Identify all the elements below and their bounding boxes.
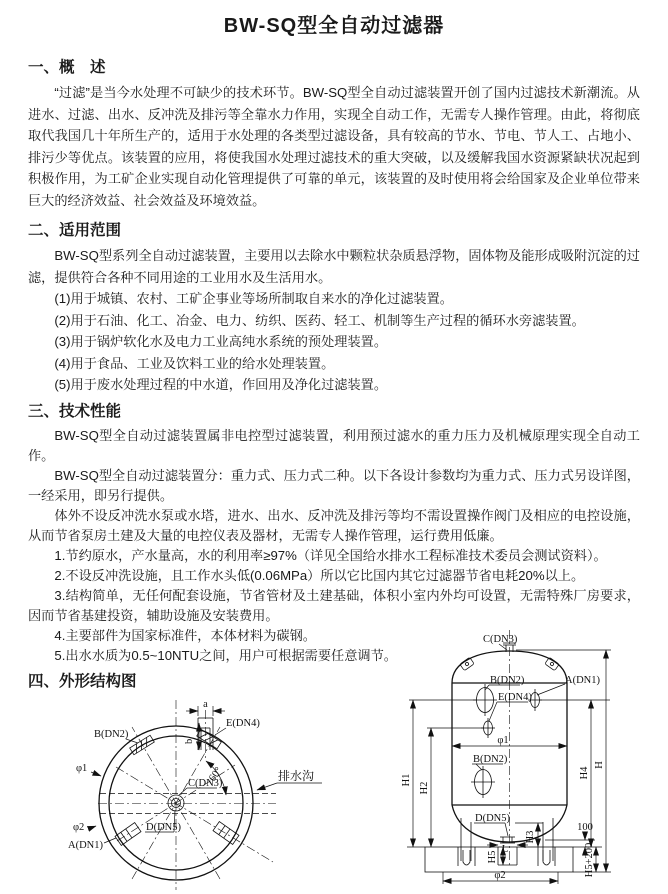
performance-item-2: 2.不设反冲洗设施，且工作水头低(0.06MPa）所以它比国内其它过滤器节省电耗20%以上。: [54, 567, 585, 583]
elev-label-e-dn4: E(DN4): [498, 692, 532, 703]
plan-label-60: 60°: [207, 765, 225, 784]
plan-view-diagram: [58, 692, 340, 894]
elevation-labels: [472, 634, 600, 836]
plan-label-d-dn5: D(DN5): [146, 822, 181, 833]
plan-flange-lower-right: [213, 822, 239, 845]
plan-label-e-dn4: E(DN4): [226, 718, 260, 729]
plan-label-phi2: φ2: [73, 822, 85, 833]
scope-item-1: (1)用于城镇、农村、工矿企事业等场所制取自来水的净化过滤装置。: [54, 291, 453, 306]
elev-label-h4: H4: [579, 766, 590, 780]
overview-paragraph: “过滤”是当今水处理不可缺少的技术环节。BW-SQ型全自动过滤装置开创了国内过滤技术新潮流。从进水、过滤、出水、反冲洗及排污等全靠水力作用，实现全自动工作，无需专人操作管理。由此，将彻底取代我国几十年所生产的，适用于水处理的各类型过滤设备，具有较高的节水、节电、节人工、占地小、排污少等优点。该装置的应用，将使我国水处理过滤技术的重大突破，以及缓解我国水资源紧缺状况起到积极作用，为工矿企业实现自动化管理提供了可靠的单元，该装置的及时使用将会给国家及企业单位带来巨大的经济效益、社会效益及环境效益。: [28, 85, 640, 208]
section-heading-structure: 四、外形结构图: [28, 672, 137, 690]
plan-label-c-dn3: C(DN3): [188, 778, 223, 789]
flange-b-lower: [471, 766, 495, 798]
elev-label-h1: H1: [401, 773, 412, 787]
elev-label-c-dn3: C(DN3): [483, 634, 518, 645]
scope-item-5: (5)用于废水处理过程的中水道，作回用及净化过滤装置。: [54, 377, 388, 392]
elev-label-phi2: φ2: [494, 870, 506, 881]
scope-item-3: (3)用于锅炉软化水及电力工业高纯水系统的预处理装置。: [54, 334, 388, 349]
elevation-diagram: [395, 618, 668, 894]
performance-item-5: 5.出水水质为0.5~10NTU之间，用户可根据需要任意调节。: [54, 647, 397, 663]
page-title: BW-SQ型全自动过滤器: [223, 15, 445, 37]
performance-item-1: 1.节约原水，产水量高，水的利用率≥97%（详见全国给水排水工程标准技术委员会测试资料）。: [54, 547, 607, 563]
elev-label-h: H: [594, 761, 605, 769]
elev-label-h5-200: H5+200: [584, 842, 595, 878]
performance-paragraph-1: BW-SQ型全自动过滤装置属非电控型过滤装置，利用预过滤水的重力压力及机械原理实现全自动工作。: [28, 427, 640, 463]
section-heading-performance: 三、技术性能: [28, 402, 122, 420]
plan-label-phi1: φ1: [76, 763, 88, 774]
plan-label-a: a: [203, 699, 208, 710]
section-heading-scope: 二、适用范围: [28, 222, 122, 239]
elev-label-phi1: φ1: [497, 735, 509, 746]
elev-label-h3: H3: [525, 830, 536, 844]
section-heading-overview: 一、概 述: [28, 59, 106, 76]
elev-label-b-dn2-upper: B(DN2): [490, 675, 525, 686]
performance-item-4: 4.主要部件为国家标准件，本体材料为碳钢。: [54, 627, 316, 643]
plan-label-a-dn1: A(DN1): [68, 840, 103, 851]
flange-e: [481, 718, 495, 738]
performance-paragraph-3: 体外不设反冲洗水泵或水塔，进水、出水、反冲洗及排污等均不需设置操作阀门及相应的电控设施，从而节省泵房土建及大量的电控仪表及器材，无需专人操作管理，运行费用低廉。: [28, 507, 640, 543]
elev-label-d-dn5: D(DN5): [475, 813, 510, 824]
plan-label-drain: 排水沟: [278, 769, 315, 783]
scope-item-4: (4)用于食品、工业及饮料工业的给水处理装置。: [54, 355, 335, 371]
scope-intro: BW-SQ型系列全自动过滤装置，主要用以去除水中颗粒状杂质悬浮物，固体物及能形成吸附沉淀的过滤，提供符合各种不同用途的工业用水及生活用水。: [28, 248, 640, 285]
performance-paragraph-2: BW-SQ型全自动过滤装置分：重力式、压力式二种。以下各设计参数均为重力式、压力式另设详图，一经采用，即另行提供。: [28, 467, 640, 503]
elev-label-h2: H2: [419, 781, 430, 795]
performance-item-3: 3.结构简单，无任何配套设施，节省管材及土建基础，体积小室内外均可设置，无需特殊厂房要求，因而节省基建投资，辅助设施及安装费用。: [28, 587, 640, 623]
scope-item-2: (2)用于石油、化工、冶金、电力、纺织、医药、轻工、机制等生产过程的循环水旁滤装置。: [54, 312, 585, 328]
elev-label-100: 100: [577, 822, 593, 833]
plan-label-b-dn2: B(DN2): [94, 729, 129, 740]
plan-label-b: b: [184, 738, 195, 744]
elev-label-h5: H5: [487, 850, 498, 864]
foundation: [425, 847, 573, 872]
elev-label-b-dn2-lower: B(DN2): [473, 754, 508, 765]
elev-label-a-dn1: A(DN1): [565, 675, 600, 686]
plan-labels: [68, 718, 322, 851]
elev-label-l: L: [501, 844, 509, 855]
